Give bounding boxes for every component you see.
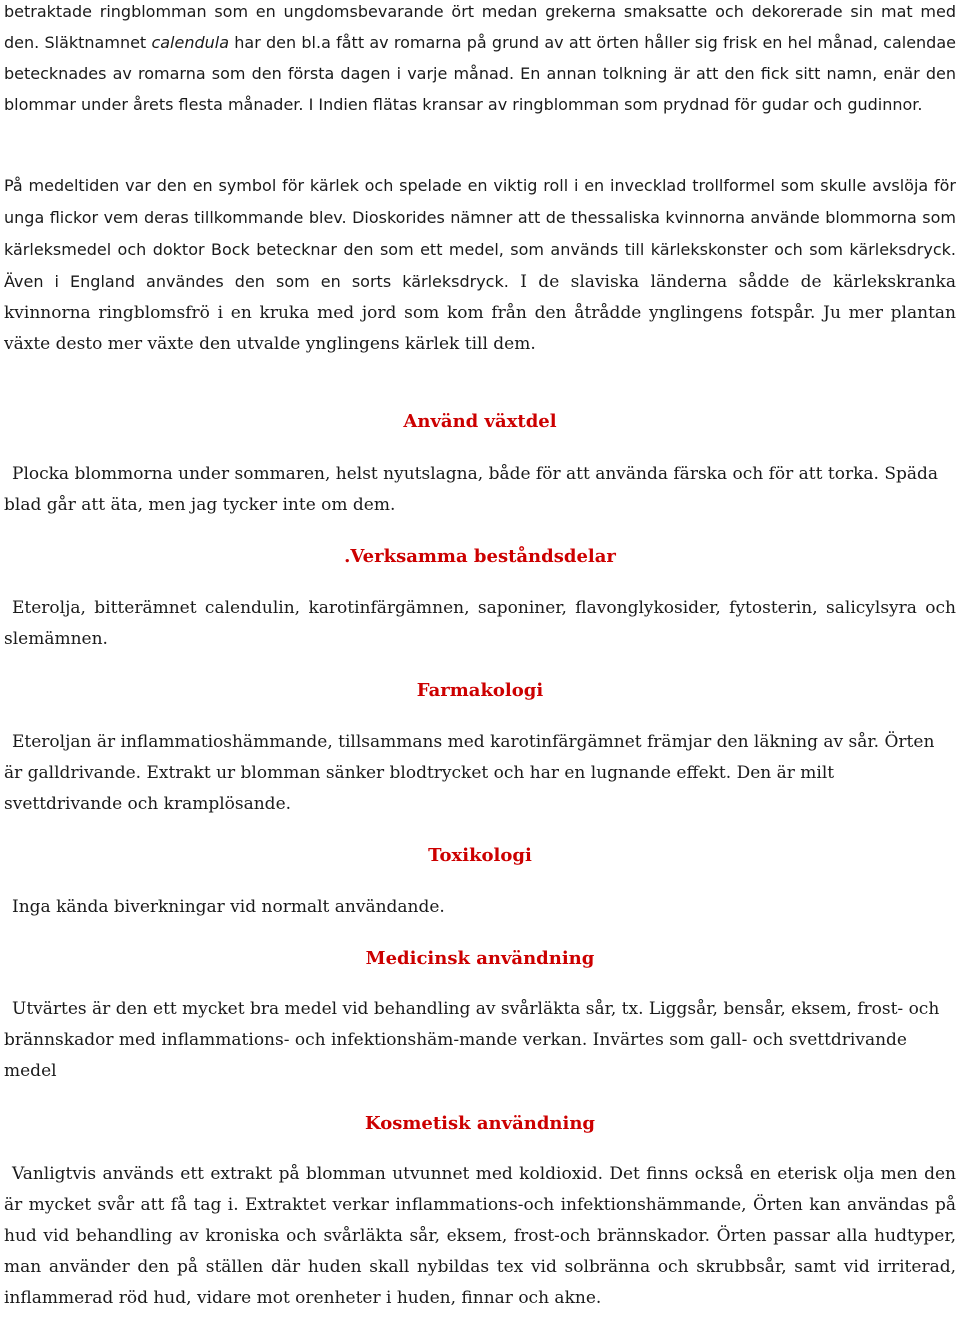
anvand-vaxtdel-paragraph: Plocka blommorna under sommaren, helst nyutslagna, både för att använda färska och för att torka. Späda blad går att äta, men jag tycker inte om dem. xyxy=(4,464,938,515)
heading-toxikologi: Toxikologi xyxy=(428,845,532,866)
heading-kosmetisk-anvandning: Kosmetisk användning xyxy=(364,1113,596,1134)
medicinsk-paragraph: Utvärtes är den ett mycket bra medel vid behandling av svårläkta sår, tx. Liggsår, bensår, eksem, frost- och brännskador med inflammations- och infektionshäm-mande verkan. Invärtes som gall- och svettdrivande medel xyxy=(4,999,940,1081)
intro-text-2: har den bl.a fått av romarna på grund av att örten håller sig frisk en hel månad, calendae betecknades av romarna som den första dagen i varje månad. En annan tolkning är att den fick sitt namn, enär den blommar under årets flesta månader. I Indien flätas kransar av ringblomman som prydnad för gudar och gudinnor. xyxy=(4,33,956,114)
intro-text-1: betraktade ringblomman som en ungdomsbevarande ört medan grekerna smaksatte och dekorerade sin mat med den. Släktnamnet xyxy=(4,2,956,52)
heading-verksamma-bestandsdelar: .Verksamma beståndsdelar xyxy=(344,546,616,567)
heading-farmakologi: Farmakologi xyxy=(416,680,544,701)
heading-medicinsk-anvandning: Medicinsk användning xyxy=(365,948,595,969)
history-paragraph xyxy=(4,170,956,360)
toxikologi-paragraph: Inga kända biverkningar vid normalt användande. xyxy=(12,897,445,917)
heading-anvand-vaxtdel: Använd växtdel xyxy=(403,411,557,432)
verksamma-paragraph: Eterolja, bitterämnet calendulin, karotinfärgämnen, saponiner, flavonglykosider, fytosterin, salicylsyra och slemämnen. xyxy=(4,598,956,649)
history-text-2: I de slaviska länderna sådde de kärlekskranka kvinnorna ringblomsfrö i en kruka med jord som kom från den åtrådde ynglingens fotspår. Ju mer plantan växte desto mer växte den utvalde ynglingens kärlek till dem. xyxy=(4,272,956,354)
kosmetisk-paragraph: Vanligtvis används ett extrakt på blomman utvunnet med koldioxid. Det finns också en eterisk olja men den är mycket svår att få tag i. Extraktet verkar inflammations-och infektionshämmande, Örten kan användas på hud vid behandling av kroniska och svårläkta sår, eksem, frost-och brännskador. Örten passar alla hudtyper, man använder den på ställen där huden skall nybildas tex vid solbränna och skrubbsår, samt vid irriterad, inflammerad röd hud, vidare mot orenheter i huden, finnar och akne. xyxy=(4,1164,956,1308)
genus-name: calendula xyxy=(151,33,230,52)
intro-paragraph xyxy=(4,0,956,120)
farmakologi-paragraph: Eteroljan är inflammatioshämmande, tillsammans med karotinfärgämnet främjar den läkning av sår. Örten är galldrivande. Extrakt ur blomman sänker blodtrycket och har en lugnande effekt. Den är milt svettdrivande och kramplösande. xyxy=(4,732,935,814)
history-text-1: På medeltiden var den en symbol för kärlek och spelade en viktig roll i en invecklad trollformel som skulle avslöja för unga flickor vem deras tillkommande blev. Dioskorides nämner att de thessaliska kvinnorna använde blommorna som kärleksmedel och doktor Bock betecknar den som ett medel, som används till kärlekskonster och som kärleksdryck. Även i England användes den som en sorts kärleksdryck. xyxy=(4,176,956,291)
